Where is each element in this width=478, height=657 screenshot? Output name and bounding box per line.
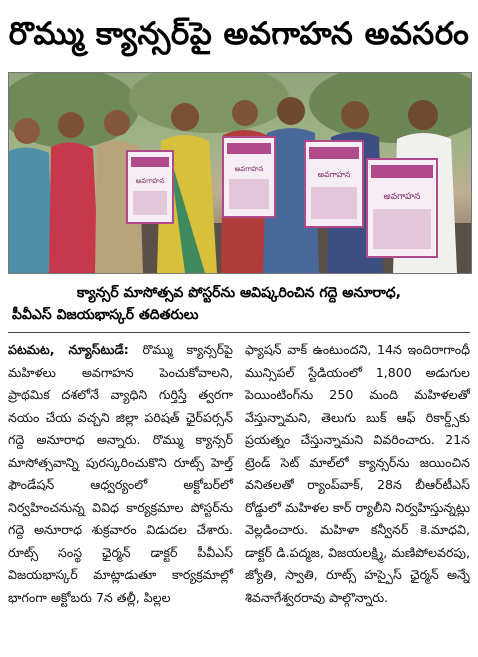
article-column-2 <box>245 339 470 657</box>
divider <box>8 332 470 333</box>
article-column-1-text: రొమ్ము క్యాన్సర్‌పై మహిళలు అవగాహన పెంచుకోవాలని, ప్రాథమిక దశలోనే వ్యాధిని గుర్తిస్తే త్వరగా నయం చేయ వచ్చని జిల్లా పరిషత్ ఛైర్‌పర్సన్ గద్దె అనూరాధ అన్నారు. రొమ్ము క్యాన్సర్ మాసోత్సవాన్ని పురస్కరించుకొని రూట్స్ హెల్త్ ఫౌండేషన్ ఆధ్వర్యంలో అక్టోబర్‌లో నిర్వహించనున్న వివిధ కార్యక్రమాల పోస్టర్‌ను గద్దె అనూరాధ శుక్రవారం విడుదల చేశారు. రూట్స్ సంస్థ ఛైర్మన్ డాక్టర్ పీవీఎస్ విజయభాస్కర్ మాట్లాడుతూ కార్యక్రమాల్లో భాగంగా అక్టోబరు 7న తల్లీ, పిల్లల <box>8 342 233 605</box>
caption-line-2: పీవీఎస్ విజయభాస్కర్ తదితరులు <box>12 307 199 323</box>
caption-line-1: క్యాన్సర్ మాసోత్సవ పోస్టర్‌ను ఆవిష్కరించిన గద్దె అనూరాధ, <box>76 285 401 301</box>
poster-1-title: అవగాహన <box>135 177 165 185</box>
article-body <box>8 339 470 657</box>
poster-4 <box>367 159 437 257</box>
poster-1 <box>127 151 173 223</box>
poster-4-title: అవగాహన <box>383 192 421 202</box>
article-column-1 <box>8 339 233 657</box>
event-photo-illustration <box>9 73 471 273</box>
dateline: పటమట, న్యూస్‌టుడే: <box>8 342 129 357</box>
poster-2 <box>223 137 275 217</box>
poster-2-title: అవగాహన <box>234 165 264 173</box>
headline: రొమ్ము క్యాన్సర్‌పై అవగాహన అవసరం <box>8 15 470 52</box>
event-photo <box>8 72 472 274</box>
poster-3 <box>305 141 363 227</box>
article-column-2-text: ఫ్యాషన్ వాక్ ఉంటుందని, 14న ఇందిరాగాంధీ మున్సిపల్ స్టేడియంలో 1,800 అడుగుల పెయింటింగ్‌ను 250 మంది మహిళలతో వేస్తున్నామని, తెలుగు బుక్ ఆఫ్ రికార్డ్స్‌కు ప్రయత్నం చేస్తున్నామని వివరించారు. 21న ట్రెండ్ సెట్ మాల్‌లో క్యాన్సర్‌ను జయించిన వనితలతో ర్యాంప్‌వాక్, 28న బీఆర్‌టీఎస్ రోడ్డులో మహిళల కార్ ర్యాలీని నిర్వహిస్తున్నట్లు వెల్లడించారు. మహిళా కన్వీనర్ కె.మాధవి, డాక్టర్ డి.పద్మజ, విజయలక్ష్మి, మణిపోలవరపు, జ్యోతి, స్వాతి, రూట్స్ హస్పైస్ ఛైర్మన్ అన్నే శివనాగేశ్వరరావు పాల్గొన్నారు. <box>245 342 470 605</box>
photo-caption <box>8 282 470 326</box>
poster-3-title: అవగాహన <box>317 170 351 179</box>
